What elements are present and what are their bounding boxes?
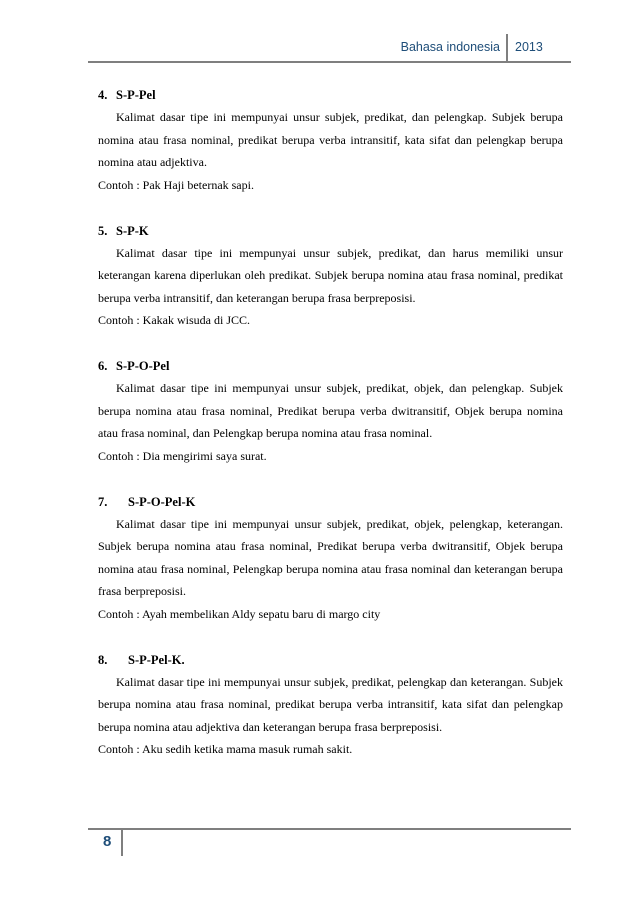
header-divider (506, 34, 508, 62)
section-title: S-P-O-Pel-K (128, 494, 196, 509)
section-title: S-P-Pel-K. (128, 652, 185, 667)
section-paragraph: Kalimat dasar tipe ini mempunyai unsur subjek, predikat, objek, dan pelengkap. Subjek berupa nomina atau frasa nominal, Predikat berupa verba dwitransitif, Objek berupa nomina atau frasa nominal, dan Pelengkap berupa nomina atau frasa nominal. (98, 381, 563, 440)
section-title: S-P-K (116, 223, 149, 238)
header-rule (88, 61, 571, 63)
section-number: 7. (98, 494, 108, 509)
section-s-p-k (98, 220, 563, 332)
page-number: 8 (103, 833, 112, 850)
section-number: 6. (98, 359, 108, 373)
section-s-p-o-pel (98, 355, 563, 467)
section-number: 8. (98, 652, 108, 667)
header-year: 2013 (515, 40, 543, 54)
document-body (98, 84, 563, 760)
section-paragraph: Kalimat dasar tipe ini mempunyai unsur subjek, predikat, dan harus memiliki unsur keterangan karena diperlukan oleh predikat. Subjek berupa nomina atau frasa nominal, predikat berupa verba intransitif, dan keterangan berupa frasa berpreposisi. (98, 245, 563, 305)
section-s-p-o-pel-k (98, 491, 563, 625)
section-paragraph: Kalimat dasar tipe ini mempunyai unsur subjek, predikat, dan pelengkap. Subjek berupa nomina atau frasa nominal, predikat berupa verba intransitif, kata sifat dan pelengkap berupa nomina atau adjektiva. (98, 110, 563, 169)
section-number: 5. (98, 223, 108, 238)
section-example: Contoh : Aku sedih ketika mama masuk rumah sakit. (98, 742, 353, 756)
section-title: S-P-Pel (116, 88, 156, 102)
section-example: Contoh : Pak Haji beternak sapi. (98, 177, 254, 192)
section-example: Contoh : Dia mengirimi saya surat. (98, 448, 267, 463)
footer-divider (121, 829, 123, 856)
section-s-p-pel-k (98, 649, 563, 761)
header-title: Bahasa indonesia (400, 40, 500, 54)
section-heading (98, 649, 563, 671)
section-number: 4. (98, 88, 108, 102)
section-paragraph: Kalimat dasar tipe ini mempunyai unsur subjek, predikat, objek, pelengkap, keterangan. Subjek berupa nomina atau frasa nominal, Predikat berupa verba dwitransitif, Objek berupa nomina atau frasa nominal, Pelengkap berupa nomina atau frasa nominal dan keterangan berupa frasa berpreposisi. (98, 516, 563, 598)
section-example: Contoh : Kakak wisuda di JCC. (98, 313, 250, 327)
footer-rule (88, 828, 571, 830)
section-heading (98, 491, 563, 513)
section-title: S-P-O-Pel (116, 359, 170, 373)
section-paragraph: Kalimat dasar tipe ini mempunyai unsur subjek, predikat, pelengkap dan keterangan. Subjek berupa nomina atau frasa nominal, predikat berupa verba intransitif, kata sifat dan pelengkap berupa nomina atau adjektiva dan keterangan berupa frasa berpreposisi. (98, 674, 563, 734)
section-example: Contoh : Ayah membelikan Aldy sepatu baru di margo city (98, 606, 381, 621)
section-heading (98, 220, 563, 242)
section-s-p-pel (98, 84, 563, 196)
section-heading (98, 355, 563, 377)
section-heading (98, 84, 563, 106)
